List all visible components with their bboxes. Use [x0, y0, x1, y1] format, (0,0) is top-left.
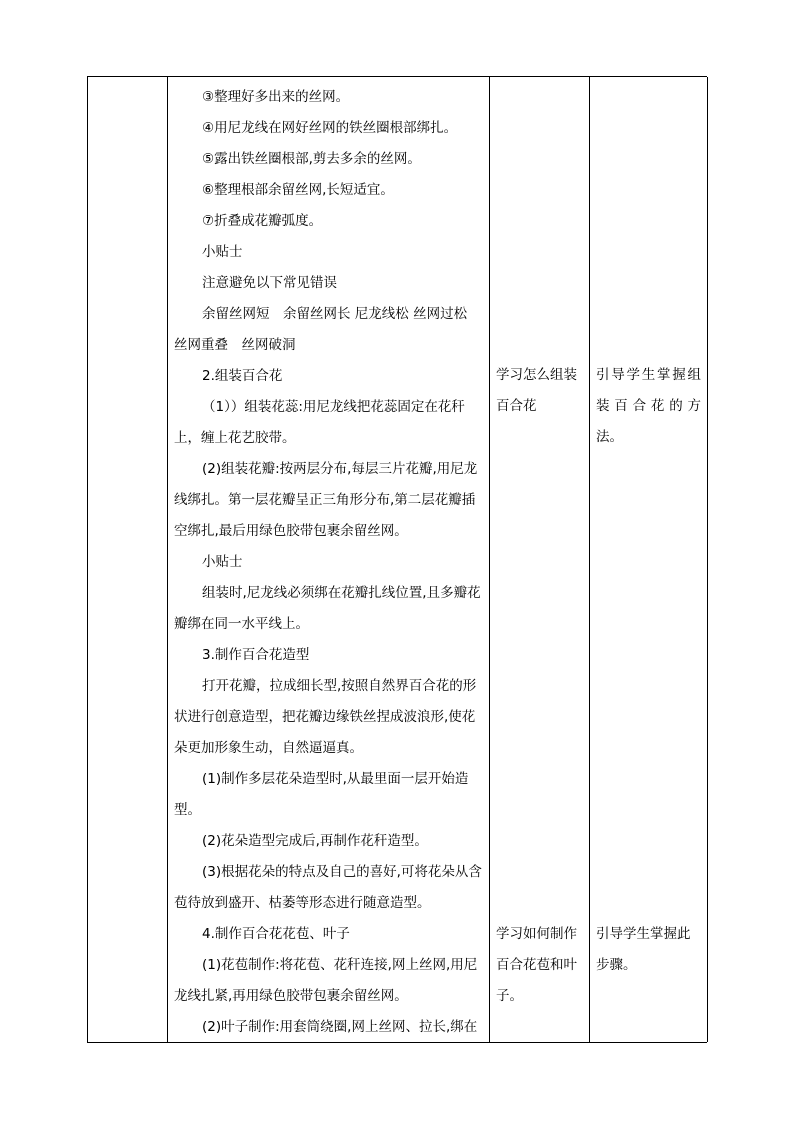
- teacher-intent-bud-leaf: 引导学生掌握此步骤。: [596, 926, 691, 973]
- section-3-heading: 3.制作百合花造型: [202, 647, 310, 663]
- common-errors-list: 余留丝网短 余留丝网长 尼龙线松 丝网过松 丝网重叠 丝网破洞: [174, 306, 468, 353]
- tip-heading-2: 小贴士: [202, 554, 243, 570]
- tip-intro: 注意避免以下常见错误: [202, 275, 337, 291]
- student-activity-assemble: 学习怎么组装百合花: [496, 367, 577, 414]
- section-2-heading: 2.组装百合花: [202, 368, 283, 384]
- step-5-text: ⑤露出铁丝圈根部,剪去多余的丝网。: [202, 151, 421, 167]
- table-column-student-activity: [490, 77, 590, 1042]
- shape-step-3: (3)根据花朵的特点及自己的喜好,可将花朵从含苞待放到盛开、枯萎等形态进行随意造型。: [174, 864, 482, 911]
- tip-assemble-text: 组装时,尼龙线必须绑在花瓣扎线位置,且多瓣花瓣绑在同一水平线上。: [174, 585, 481, 632]
- bud-making-text: (1)花苞制作:将花苞、花秆连接,网上丝网,用尼龙线扎紧,再用绿色胶带包裹余留丝网。: [174, 957, 478, 1004]
- step-3-text: ③整理好多出来的丝网。: [202, 89, 350, 105]
- table-column-blank: [88, 77, 168, 1042]
- step-7-text: ⑦折叠成花瓣弧度。: [202, 213, 323, 229]
- shape-step-1: (1)制作多层花朵造型时,从最里面一层开始造型。: [174, 771, 469, 818]
- shape-step-2: (2)花朵造型完成后,再制作花秆造型。: [202, 833, 428, 849]
- student-activity-bud-leaf: 学习如何制作百合花苞和叶子。: [496, 926, 577, 1004]
- shape-intro-text: 打开花瓣，拉成细长型,按照自然界百合花的形状进行创意造型，把花瓣边缘铁丝捏成波浪形,使花朵更加形象生动，自然逼逼真。: [174, 678, 477, 756]
- lesson-table: [87, 76, 707, 1043]
- table-column-content: [168, 77, 490, 1042]
- section-4-heading: 4.制作百合花花苞、叶子: [202, 926, 350, 942]
- assemble-petals-text: (2)组装花瓣:按两层分布,每层三片花瓣,用尼龙线绑扎。第一层花瓣呈正三角形分布,第二层花瓣插空绑扎,最后用绿色胶带包裹余留丝网。: [174, 461, 478, 539]
- teacher-intent-assemble: 引导学生掌握组装百合花的方法。: [596, 367, 701, 445]
- step-6-text: ⑥整理根部余留丝网,长短适宜。: [202, 182, 394, 198]
- assemble-stamen-text: （1））组装花蕊:用尼龙线把花蕊固定在花秆上，缠上花艺胶带。: [174, 399, 465, 446]
- tip-heading: 小贴士: [202, 244, 243, 260]
- table-column-teacher-intent: [590, 77, 708, 1042]
- leaf-making-text: (2)叶子制作:用套筒绕圈,网上丝网、拉长,绑在: [202, 1019, 478, 1035]
- step-4-text: ④用尼龙线在网好丝网的铁丝圈根部绑扎。: [202, 120, 458, 136]
